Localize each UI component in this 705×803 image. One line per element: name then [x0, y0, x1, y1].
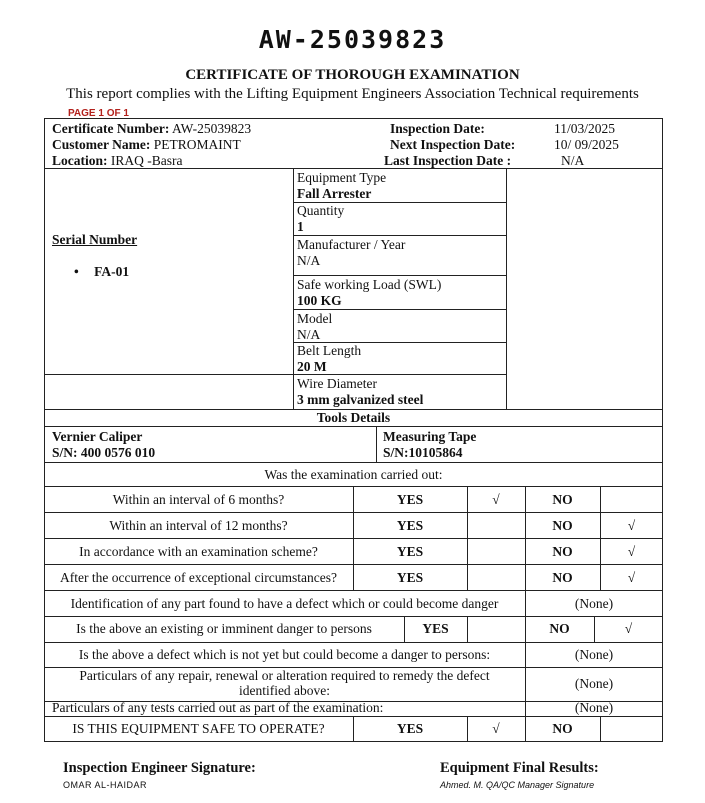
tool-name: Vernier Caliper [52, 429, 143, 444]
no-label: NO [552, 570, 573, 585]
location-value: IRAQ -Basra [110, 153, 183, 168]
document-subtitle: This report complies with the Lifting Equipment Engineers Association Technical requirements [66, 86, 639, 102]
belt-length-cell [297, 343, 361, 375]
divider [44, 168, 663, 169]
equipment-field-value: 3 mm galvanized steel [297, 392, 424, 407]
exam-row-label: Within an interval of 6 months? [112, 492, 285, 507]
defect-question: Particulars of any repair, renewal or alteration required to remedy the defect identified above: [79, 668, 490, 698]
equipment-field-label: Manufacturer / Year [297, 237, 406, 252]
last-inspection-label: Last Inspection Date : [384, 153, 512, 168]
danger-question: Is the above an existing or imminent danger to persons [76, 621, 372, 636]
location-row [52, 153, 182, 169]
equipment-field-value: N/A [297, 327, 321, 342]
check-mark[interactable]: √ [624, 621, 633, 636]
next-inspection-value: 10/ 09/2025 [554, 137, 619, 152]
defect-answer: (None) [574, 700, 614, 715]
equipment-field-value: 20 M [297, 359, 327, 374]
divider [44, 590, 663, 591]
divider [467, 616, 468, 642]
check-mark[interactable]: √ [492, 492, 500, 507]
divider [293, 374, 506, 375]
yes-label: YES [396, 544, 424, 559]
divider [293, 309, 506, 310]
divider [44, 616, 663, 617]
equipment-field-value: Fall Arrester [297, 186, 372, 201]
serial-item [74, 264, 129, 280]
customer-value: PETROMAINT [153, 137, 241, 152]
defect-question: Is the above a defect which is not yet but could become a danger to persons: [78, 647, 491, 662]
divider [44, 462, 663, 463]
certificate-number-row [52, 121, 251, 137]
no-label: NO [552, 721, 573, 736]
last-inspection-value: N/A [561, 153, 585, 168]
final-results-label: Equipment Final Results: [440, 760, 599, 776]
tool-serial: S/N:10105864 [383, 445, 463, 460]
divider [44, 374, 294, 375]
exam-row-label: Within an interval of 12 months? [109, 518, 288, 533]
divider [293, 235, 506, 236]
no-label: NO [549, 621, 570, 636]
equipment-field-label: Safe working Load (SWL) [297, 277, 442, 292]
check-mark[interactable]: √ [492, 721, 500, 736]
equipment-field-label: Belt Length [297, 343, 362, 358]
check-mark[interactable]: √ [627, 544, 636, 559]
model-cell [297, 311, 332, 343]
yes-label: YES [422, 621, 449, 636]
equipment-type-cell [297, 170, 386, 202]
equipment-field-label: Equipment Type [297, 170, 387, 185]
yes-label: YES [396, 492, 424, 507]
location-label: Location: [52, 153, 108, 168]
serial-number-value: FA-01 [94, 264, 130, 279]
no-label: NO [552, 492, 573, 507]
exam-row-label: In accordance with an examination scheme? [79, 544, 318, 559]
exam-row-label: After the occurrence of exceptional circumstances? [60, 570, 337, 585]
document-title: CERTIFICATE OF THOROUGH EXAMINATION [185, 67, 520, 83]
inspection-date-label: Inspection Date: [390, 121, 485, 136]
yes-label: YES [396, 570, 424, 585]
check-mark[interactable]: √ [627, 518, 636, 533]
no-label: NO [552, 544, 573, 559]
quantity-cell [297, 203, 344, 235]
tool-serial: S/N: 400 0576 010 [52, 445, 156, 460]
customer-row [52, 137, 241, 153]
defect-question: Identification of any part found to have a defect which or could become danger [70, 596, 499, 611]
divider [600, 716, 601, 742]
manager-signature-name: Ahmed. M. QA/QC Manager Signature [440, 780, 595, 790]
equipment-field-label: Model [297, 311, 333, 326]
defect-answer: (None) [574, 676, 614, 691]
equipment-field-value: 1 [297, 219, 304, 234]
yes-label: YES [396, 721, 424, 736]
no-label: NO [552, 518, 573, 533]
swl-cell [297, 277, 441, 309]
check-mark[interactable]: √ [627, 570, 636, 585]
divider [44, 538, 663, 539]
inspection-date-value: 11/03/2025 [554, 121, 616, 136]
bullet: • [74, 264, 79, 279]
divider [293, 275, 506, 276]
tool-name: Measuring Tape [383, 429, 477, 444]
engineer-signature-name: OMAR AL-HAIDAR [63, 780, 148, 790]
page-indicator: PAGE 1 OF 1 [68, 108, 129, 119]
tool-2 [383, 429, 476, 461]
tools-heading: Tools Details [316, 410, 391, 425]
examination-question: Was the examination carried out: [264, 467, 443, 482]
wire-diameter-cell [297, 376, 423, 408]
defect-answer: (None) [574, 647, 614, 662]
equipment-field-label: Quantity [297, 203, 345, 218]
customer-label: Customer Name: [52, 137, 151, 152]
divider [376, 426, 377, 462]
tool-1 [52, 429, 155, 461]
certificate-reference: AW-25039823 [258, 25, 447, 54]
defect-answer: (None) [574, 596, 614, 611]
certificate-number-value: AW-25039823 [171, 121, 252, 136]
equipment-field-value: 100 KG [297, 293, 342, 308]
next-inspection-label: Next Inspection Date: [390, 137, 516, 152]
safe-to-operate-question: IS THIS EQUIPMENT SAFE TO OPERATE? [72, 721, 325, 736]
divider [44, 426, 663, 427]
divider [506, 168, 507, 410]
manufacturer-cell [297, 237, 405, 269]
certificate-number-label: Certificate Number: [52, 121, 170, 136]
yes-label: YES [396, 518, 424, 533]
equipment-field-value: N/A [297, 253, 321, 268]
serial-number-label: Serial Number [52, 232, 138, 247]
divider [44, 512, 663, 513]
divider [44, 642, 663, 643]
equipment-field-label: Wire Diameter [297, 376, 378, 391]
engineer-signature-label: Inspection Engineer Signature: [63, 760, 256, 776]
defect-question: Particulars of any tests carried out as part of the examination: [52, 700, 384, 715]
divider [44, 564, 663, 565]
